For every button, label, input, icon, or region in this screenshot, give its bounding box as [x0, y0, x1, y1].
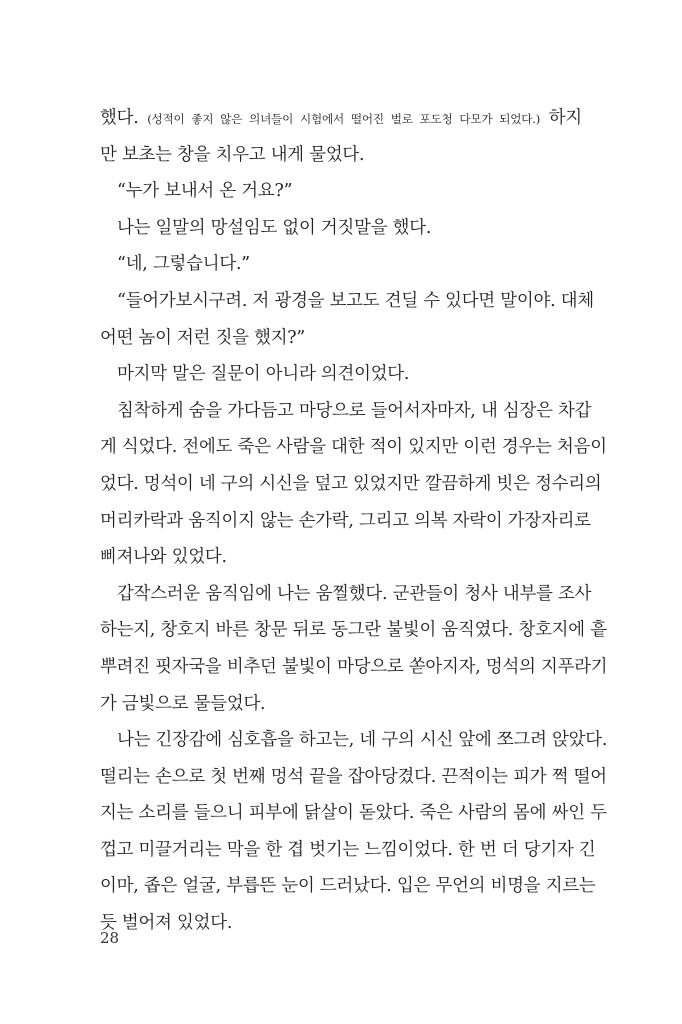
- text-run: 삐져나와 있었다.: [100, 547, 227, 568]
- text-line: [100, 466, 602, 503]
- page-number: 28: [100, 929, 120, 947]
- text-run: 뿌려진 핏자국을 비추던 불빛이 마당으로 쏟아지자, 멍석의 지푸라기: [100, 656, 608, 677]
- text-run: 나는 긴장감에 심호흡을 하고는, 네 구의 시신 앞에 쪼그려 앉았다.: [117, 730, 608, 751]
- text-run: 나는 일말의 망설임도 없이 거짓말을 했다.: [117, 217, 432, 238]
- text-line: [100, 246, 582, 283]
- text-run: 가 금빛으로 물들었다.: [100, 693, 266, 714]
- text-line: [100, 210, 582, 247]
- text-run: 껍고 미끌거리는 막을 한 겹 벗기는 느낌이었다. 한 번 더 당기자 긴: [100, 839, 596, 860]
- text-line: [100, 173, 582, 210]
- text-run: 하는지, 창호지 바른 창문 뒤로 동그란 불빛이 움직였다. 창호지에 흩: [100, 620, 607, 641]
- text-line: [100, 759, 607, 796]
- text-run: 어떤 놈이 저런 짓을 했지?”: [100, 327, 306, 348]
- text-run: 떨리는 손으로 첫 번째 멍석 끝을 잡아당겼다. 끈적이는 피가 쩍 떨어: [100, 766, 607, 787]
- text-line: [100, 503, 591, 540]
- text-line: [100, 356, 582, 393]
- text-run: 머리카락과 움직이지 않는 손가락, 그리고 의복 자락이 가장자리로: [100, 510, 591, 531]
- text-run: 듯 벌어져 있었다.: [100, 913, 233, 934]
- text-run: 게 식었다. 전에도 죽은 사람을 대한 적이 있지만 이런 경우는 처음이: [100, 437, 607, 458]
- text-line: [100, 649, 608, 686]
- text-run: 었다. 멍석이 네 구의 시신을 덮고 있었지만 깔끔하게 빗은 정수리의: [100, 473, 602, 494]
- text-run: 마지막 말은 질문이 아니라 의견이었다.: [117, 364, 410, 385]
- text-line: [100, 137, 582, 174]
- text-run: “누가 보내서 온 거요?”: [117, 181, 293, 202]
- text-line: [100, 686, 582, 723]
- text-run: 갑작스러운 움직임에 나는 움찔했다. 군관들이 청사 내부를 조사: [117, 583, 592, 604]
- text-run: 이마, 좁은 얼굴, 부릅뜬 눈이 드러났다. 입은 무언의 비명을 지르는: [100, 876, 596, 897]
- text-line: [100, 539, 582, 576]
- text-run: “들어가보시구려. 저 광경을 보고도 견딜 수 있다면 말이야. 대체: [117, 290, 594, 311]
- text-line: [100, 576, 592, 613]
- text-run: 하지: [540, 108, 582, 128]
- text-line: [100, 868, 596, 905]
- text-line: [100, 832, 596, 869]
- text-run: 침착하게 숨을 가다듬고 마당으로 들어서자마자, 내 심장은 차갑: [117, 400, 592, 421]
- text-line: [100, 320, 582, 357]
- text-line: [100, 722, 608, 759]
- body-text: [100, 100, 608, 942]
- text-line: [100, 429, 607, 466]
- text-line: [100, 283, 594, 320]
- inline-annotation: (성적이 좋지 않은 의녀들이 시험에서 떨어진 벌로 포도청 다모가 되었다.): [147, 112, 541, 126]
- text-line: [100, 612, 607, 649]
- text-line: [100, 393, 592, 430]
- text-run: “네, 그렇습니다.”: [117, 254, 250, 275]
- text-line: [100, 905, 582, 942]
- text-run: 지는 소리를 들으니 피부에 닭살이 돋았다. 죽은 사람의 몸에 싸인 두: [100, 803, 607, 824]
- text-line: [100, 795, 607, 832]
- text-run: 했다.: [100, 108, 148, 128]
- text-run: 만 보초는 창을 치우고 내게 물었다.: [100, 144, 365, 165]
- text-line: [100, 100, 582, 137]
